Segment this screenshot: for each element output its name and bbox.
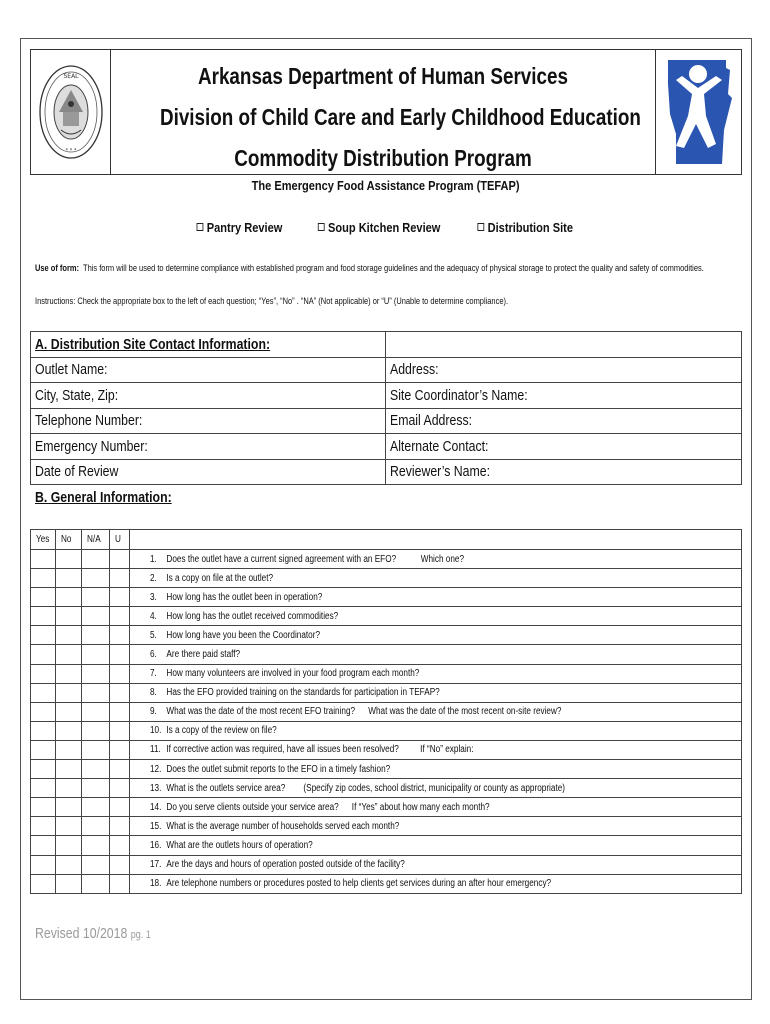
question-row	[31, 779, 742, 798]
yes-checkbox-cell[interactable]	[31, 817, 56, 836]
email-field[interactable]: Email Address:	[386, 408, 742, 434]
question-cell	[130, 683, 742, 702]
header-row	[31, 530, 742, 550]
question-text: Does the outlet submit reports to the EFO in a timely fashion?	[166, 763, 391, 775]
address-field[interactable]: Address:	[386, 357, 742, 383]
contact-row	[31, 408, 742, 434]
revised-date: Revised 10/2018	[35, 925, 128, 942]
question-text: Do you serve clients outside your service area?	[166, 801, 339, 813]
u-checkbox-cell[interactable]	[110, 664, 130, 683]
yes-checkbox-cell[interactable]	[31, 550, 56, 569]
question-number: 8.	[150, 687, 157, 699]
question-text: What are the outlets hours of operation?	[166, 839, 313, 851]
na-checkbox-cell[interactable]	[82, 760, 110, 779]
question-cell	[130, 760, 742, 779]
u-checkbox-cell[interactable]	[110, 817, 130, 836]
no-checkbox-cell[interactable]	[56, 664, 82, 683]
question-number: 18.	[150, 878, 162, 890]
contact-row	[31, 459, 742, 485]
no-checkbox-cell[interactable]	[56, 760, 82, 779]
na-checkbox-cell[interactable]	[82, 740, 110, 759]
col-na: N/A	[82, 530, 110, 550]
col-no: No	[56, 530, 82, 550]
na-checkbox-cell[interactable]	[82, 798, 110, 817]
use-of-form	[35, 263, 745, 273]
question-followup: If “Yes” about how many each month?	[351, 801, 490, 813]
section-a-heading: A. Distribution Site Contact Information:	[35, 335, 271, 353]
question-row	[31, 836, 742, 855]
question-number: 2.	[150, 572, 157, 584]
page-number: pg. 1	[130, 929, 151, 941]
no-checkbox-cell[interactable]	[56, 855, 82, 874]
na-checkbox-cell[interactable]	[82, 588, 110, 607]
option-label: Pantry Review	[206, 220, 282, 235]
question-row	[31, 588, 742, 607]
yes-checkbox-cell[interactable]	[31, 683, 56, 702]
yes-checkbox-cell[interactable]	[31, 588, 56, 607]
question-followup: What was the date of the most recent on-site review?	[368, 706, 562, 718]
no-checkbox-cell[interactable]	[56, 836, 82, 855]
question-row	[31, 702, 742, 721]
question-text: How many volunteers are involved in your food program each month?	[166, 668, 420, 680]
date-of-review-field[interactable]: Date of Review	[31, 459, 386, 485]
question-row	[31, 740, 742, 759]
yes-checkbox-cell[interactable]	[31, 569, 56, 588]
question-number: 15.	[150, 820, 162, 832]
question-text: If corrective action was required, have all issues been resolved?	[166, 744, 399, 756]
question-number: 9.	[150, 706, 157, 718]
question-row	[31, 683, 742, 702]
question-cell	[130, 550, 742, 569]
question-text: Are there paid staff?	[166, 649, 241, 661]
question-number: 5.	[150, 629, 157, 641]
question-cell	[130, 702, 742, 721]
question-number: 1.	[150, 553, 157, 565]
question-row	[31, 817, 742, 836]
questions-body	[31, 550, 742, 894]
u-checkbox-cell[interactable]	[110, 760, 130, 779]
no-checkbox-cell[interactable]	[56, 817, 82, 836]
yes-checkbox-cell[interactable]	[31, 607, 56, 626]
question-number: 12.	[150, 763, 162, 775]
option-label: Soup Kitchen Review	[328, 220, 441, 235]
question-followup: Which one?	[420, 553, 465, 565]
question-number: 14.	[150, 801, 162, 813]
yes-checkbox-cell[interactable]	[31, 798, 56, 817]
no-checkbox-cell[interactable]	[56, 721, 82, 740]
question-number: 10.	[150, 725, 162, 737]
col-question	[130, 530, 742, 550]
question-text: How long has the outlet received commodities?	[166, 610, 339, 622]
review-type-options	[0, 220, 770, 235]
question-cell	[130, 836, 742, 855]
question-text: How long has the outlet been in operation?	[166, 591, 323, 603]
telephone-field[interactable]: Telephone Number:	[31, 408, 386, 434]
na-checkbox-cell[interactable]	[82, 550, 110, 569]
title-line-2: Division of Child Care and Early Childhood Education	[159, 104, 641, 130]
question-row	[31, 607, 742, 626]
footer	[35, 925, 176, 942]
state-seal-icon	[37, 60, 105, 164]
city-state-zip-field[interactable]: City, State, Zip:	[31, 383, 386, 409]
no-checkbox-cell[interactable]	[56, 588, 82, 607]
question-text: Does the outlet have a current signed agreement with an EFO?	[166, 553, 397, 565]
u-checkbox-cell[interactable]	[110, 607, 130, 626]
question-row	[31, 626, 742, 645]
contact-row	[31, 357, 742, 383]
u-checkbox-cell[interactable]	[110, 550, 130, 569]
question-text: How long have you been the Coordinator?	[166, 629, 321, 641]
no-checkbox-cell[interactable]	[56, 569, 82, 588]
alternate-contact-field[interactable]: Alternate Contact:	[386, 434, 742, 460]
question-row	[31, 760, 742, 779]
yes-checkbox-cell[interactable]	[31, 836, 56, 855]
yes-checkbox-cell[interactable]	[31, 645, 56, 664]
use-of-form-label: Use of form:	[35, 263, 80, 273]
question-text: What is the average number of households served each month?	[166, 820, 400, 832]
question-cell	[130, 874, 742, 893]
use-of-form-text: This form will be used to determine compliance with established program and food storage guidelines and the adequacy of physical storage to protect the quality and safety of commodities.	[83, 263, 704, 273]
contact-row	[31, 434, 742, 460]
question-text: What is the outlets service area?	[166, 782, 286, 794]
yes-checkbox-cell[interactable]	[31, 664, 56, 683]
na-checkbox-cell[interactable]	[82, 874, 110, 893]
question-number: 6.	[150, 649, 157, 661]
u-checkbox-cell[interactable]	[110, 626, 130, 645]
general-info-table	[30, 529, 742, 894]
na-checkbox-cell[interactable]	[82, 702, 110, 721]
question-cell	[130, 607, 742, 626]
question-cell	[130, 721, 742, 740]
question-cell	[130, 645, 742, 664]
yes-checkbox-cell[interactable]	[31, 702, 56, 721]
outlet-name-field[interactable]: Outlet Name:	[31, 357, 386, 383]
col-yes: Yes	[31, 530, 56, 550]
question-row	[31, 721, 742, 740]
question-row	[31, 874, 742, 893]
distribution-site-option[interactable]	[477, 220, 573, 235]
question-row	[31, 855, 742, 874]
emergency-number-field[interactable]: Emergency Number:	[31, 434, 386, 460]
section-a-heading-cell	[31, 332, 386, 358]
no-checkbox-cell[interactable]	[56, 740, 82, 759]
svg-text:* * *: * * *	[65, 148, 77, 154]
question-text: Has the EFO provided training on the standards for participation in TEFAP?	[166, 687, 440, 699]
u-checkbox-cell[interactable]	[110, 836, 130, 855]
section-b-heading: B. General Information:	[35, 489, 172, 506]
no-checkbox-cell[interactable]	[56, 626, 82, 645]
question-row	[31, 798, 742, 817]
question-row	[31, 664, 742, 683]
contact-heading-row	[31, 332, 742, 358]
question-cell	[130, 855, 742, 874]
u-checkbox-cell[interactable]	[110, 645, 130, 664]
na-checkbox-cell[interactable]	[82, 683, 110, 702]
u-checkbox-cell[interactable]	[110, 855, 130, 874]
question-text: What was the date of the most recent EFO training?	[166, 706, 356, 718]
yes-checkbox-cell[interactable]	[31, 779, 56, 798]
question-cell	[130, 798, 742, 817]
soup-kitchen-review-option[interactable]	[318, 220, 441, 235]
na-checkbox-cell[interactable]	[82, 855, 110, 874]
option-label: Distribution Site	[487, 220, 573, 235]
no-checkbox-cell[interactable]	[56, 798, 82, 817]
u-checkbox-cell[interactable]	[110, 702, 130, 721]
checkbox-icon[interactable]	[318, 223, 325, 231]
question-text: Are telephone numbers or procedures posted to help clients get services during an after hour emergency?	[166, 878, 552, 890]
no-checkbox-cell[interactable]	[56, 702, 82, 721]
question-number: 3.	[150, 591, 157, 603]
no-checkbox-cell[interactable]	[56, 607, 82, 626]
instructions: Instructions: Check the appropriate box to the left of each question; “Yes”, “No” . “NA” (Not applicable) or “U” (Unable to determine compliance).	[35, 296, 509, 306]
reviewer-name-field[interactable]: Reviewer’s Name:	[386, 459, 742, 485]
yes-checkbox-cell[interactable]	[31, 855, 56, 874]
u-checkbox-cell[interactable]	[110, 779, 130, 798]
question-row	[31, 550, 742, 569]
u-checkbox-cell[interactable]	[110, 721, 130, 740]
question-number: 16.	[150, 839, 162, 851]
na-checkbox-cell[interactable]	[82, 607, 110, 626]
question-number: 13.	[150, 782, 162, 794]
question-cell	[130, 664, 742, 683]
na-checkbox-cell[interactable]	[82, 664, 110, 683]
question-cell	[130, 740, 742, 759]
na-checkbox-cell[interactable]	[82, 569, 110, 588]
title-line-1: Arkansas Department of Human Services	[197, 63, 568, 89]
u-checkbox-cell[interactable]	[110, 740, 130, 759]
na-checkbox-cell[interactable]	[82, 836, 110, 855]
question-text: Is a copy of the review on file?	[166, 725, 277, 737]
u-checkbox-cell[interactable]	[110, 683, 130, 702]
question-cell	[130, 626, 742, 645]
col-u: U	[110, 530, 130, 550]
yes-checkbox-cell[interactable]	[31, 740, 56, 759]
yes-checkbox-cell[interactable]	[31, 760, 56, 779]
yes-checkbox-cell[interactable]	[31, 626, 56, 645]
na-checkbox-cell[interactable]	[82, 779, 110, 798]
question-number: 4.	[150, 610, 157, 622]
u-checkbox-cell[interactable]	[110, 588, 130, 607]
yes-checkbox-cell[interactable]	[31, 874, 56, 893]
seal-cell	[31, 50, 111, 174]
question-text: Is a copy on file at the outlet?	[166, 572, 274, 584]
pantry-review-option[interactable]	[196, 220, 282, 235]
question-row	[31, 645, 742, 664]
question-cell	[130, 569, 742, 588]
no-checkbox-cell[interactable]	[56, 645, 82, 664]
na-checkbox-cell[interactable]	[82, 817, 110, 836]
question-number: 11.	[150, 744, 161, 756]
header	[30, 49, 742, 175]
u-checkbox-cell[interactable]	[110, 874, 130, 893]
title-line-3: Commodity Distribution Program	[234, 145, 532, 171]
contact-row	[31, 383, 742, 409]
na-checkbox-cell[interactable]	[82, 626, 110, 645]
no-checkbox-cell[interactable]	[56, 683, 82, 702]
title-block	[111, 56, 655, 179]
checkbox-icon[interactable]	[196, 223, 203, 231]
no-checkbox-cell[interactable]	[56, 779, 82, 798]
site-coordinator-field[interactable]: Site Coordinator’s Name:	[386, 383, 742, 409]
question-followup: (Specify zip codes, school district, municipality or county as appropriate)	[303, 782, 566, 794]
question-text: Are the days and hours of operation posted outside of the facility?	[166, 859, 405, 871]
u-checkbox-cell[interactable]	[110, 798, 130, 817]
no-checkbox-cell[interactable]	[56, 550, 82, 569]
u-checkbox-cell[interactable]	[110, 569, 130, 588]
question-followup: If “No” explain:	[420, 744, 474, 756]
question-cell	[130, 779, 742, 798]
question-number: 7.	[150, 668, 157, 680]
empty-cell	[386, 332, 742, 358]
yes-checkbox-cell[interactable]	[31, 721, 56, 740]
na-checkbox-cell[interactable]	[82, 721, 110, 740]
logo-cell	[655, 50, 741, 174]
question-number: 17.	[150, 859, 162, 871]
question-cell	[130, 588, 742, 607]
contact-info-table	[30, 331, 742, 485]
program-subtitle: The Emergency Food Assistance Program (TEFAP)	[252, 178, 520, 193]
svg-text:SEAL: SEAL	[63, 73, 79, 80]
dhs-logo-icon	[662, 54, 736, 170]
no-checkbox-cell[interactable]	[56, 874, 82, 893]
question-row	[31, 569, 742, 588]
na-checkbox-cell[interactable]	[82, 645, 110, 664]
question-cell	[130, 817, 742, 836]
checkbox-icon[interactable]	[477, 223, 484, 231]
